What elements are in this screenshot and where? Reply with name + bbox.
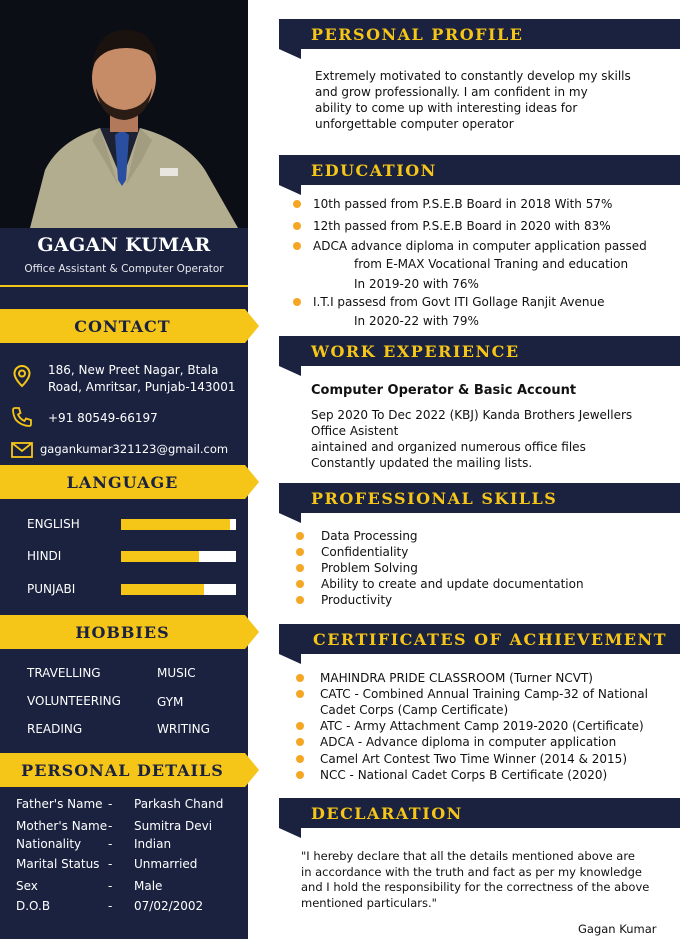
separator: - [108,797,113,811]
candidate-name: GAGAN KUMAR [37,234,211,256]
skill-item: Data Processing [321,529,418,543]
bullet-icon [296,771,304,779]
personal-value: Male [134,879,163,893]
separator: - [108,819,113,833]
personal-value: Indian [134,837,172,851]
declaration-line: and I hold the responsibility for the correctness of the above [301,880,650,894]
education-item: ADCA advance diploma in computer application passed [313,239,647,253]
language-label: ENGLISH [27,517,80,531]
language-label: HINDI [27,549,62,563]
bullet-icon [293,200,301,208]
skills-heading: PROFESSIONAL SKILLS [279,483,680,513]
education-item: I.T.I passesd from Govt ITI Gollage Ranjit Avenue [313,295,605,309]
education-heading: EDUCATION [279,155,680,185]
skill-item: Problem Solving [321,561,418,575]
signature-name: Gagan Kumar [578,922,657,936]
personal-key: D.O.B [16,899,51,913]
certificate-item: MAHINDRA PRIDE CLASSROOM (Turner NCVT) [320,671,593,685]
education-item-cont: In 2020-22 with 79% [354,314,479,328]
language-bar-fill [121,551,199,562]
declaration-heading: DECLARATION [279,798,680,828]
hobby-item: VOLUNTEERING [27,694,121,708]
hobby-item: WRITING [157,722,210,736]
personal-key: Father's Name [16,797,103,811]
bullet-icon [296,738,304,746]
work-line: Constantly updated the mailing lists. [311,456,533,470]
skill-item: Confidentiality [321,545,409,559]
declaration-line: in accordance with the truth and fact as per my knowledge [301,865,642,879]
phone-number[interactable]: +91 80549-66197 [48,411,158,425]
location-pin-icon [10,364,34,388]
declaration-line: "I hereby declare that all the details mentioned above are [301,849,635,863]
separator: - [108,857,113,871]
phone-icon [10,405,34,429]
job-title: Computer Operator & Basic Account [311,383,577,398]
divider [0,285,248,287]
work-line: aintained and organized numerous office files [311,440,586,454]
certificates-heading: CERTIFICATES OF ACHIEVEMENT [279,624,680,654]
bullet-icon [293,298,301,306]
address-line-2: Road, Amritsar, Punjab-143001 [48,380,236,394]
separator: - [108,879,113,893]
personal-key: Marital Status [16,857,100,871]
education-item-cont: from E-MAX Vocational Traning and education [354,257,629,271]
personal-row [16,857,244,871]
profile-line: Extremely motivated to constantly develop my skills [315,69,631,83]
bullet-icon [296,532,304,540]
personal-value: 07/02/2002 [134,899,204,913]
declaration-line: mentioned particulars." [301,896,437,910]
personal-key: Sex [16,879,38,893]
hobby-item: READING [27,722,83,736]
hobby-item: GYM [157,695,184,709]
certificate-item: Camel Art Contest Two Time Winner (2014 & 2015) [320,752,628,766]
personal-key: Mother's Name [16,819,108,833]
bullet-icon [296,564,304,572]
profile-photo [0,0,248,228]
bullet-icon [296,722,304,730]
bullet-icon [296,690,304,698]
personal-value: Parkash Chand [134,797,224,811]
separator: - [108,899,113,913]
personal-row [16,879,244,893]
language-bar-fill [121,584,204,595]
candidate-role: Office Assistant & Computer Operator [24,263,224,275]
certificate-item: ADCA - Advance diploma in computer application [320,735,617,749]
personal-row [16,797,244,811]
work-heading: WORK EXPERIENCE [279,336,680,366]
language-bar-fill [121,519,230,530]
email-icon [10,438,34,462]
bullet-icon [296,596,304,604]
hobby-item: MUSIC [157,666,196,680]
personal-row [16,819,244,833]
personal-row [16,837,244,851]
bullet-icon [293,242,301,250]
skill-item: Ability to create and update documentation [321,577,584,591]
profile-line: and grow professionally. I am confident in my [315,85,588,99]
profile-heading: PERSONAL PROFILE [279,19,680,49]
certificate-item-cont: Cadet Corps (Camp Certificate) [320,703,509,717]
bullet-icon [296,674,304,682]
work-line: Office Asistent [311,424,399,438]
certificate-item: CATC - Combined Annual Training Camp-32 of National [320,687,648,701]
personal-value: Unmarried [134,857,198,871]
separator: - [108,837,113,851]
bullet-icon [296,548,304,556]
language-bar [121,519,236,530]
personal-value: Sumitra Devi [134,819,213,833]
bullet-icon [296,755,304,763]
language-bar [121,584,236,595]
profile-line: unforgettable computer operator [315,117,514,131]
hobby-item: TRAVELLING [27,666,101,680]
bullet-icon [293,222,301,230]
personal-details-heading: PERSONAL DETAILS [0,753,245,787]
personal-key: Nationality [16,837,82,851]
profile-line: ability to come up with interesting ideas for [315,101,578,115]
bullet-icon [296,580,304,588]
address-line-1: 186, New Preet Nagar, Btala [48,363,219,377]
certificate-item: NCC - National Cadet Corps B Certificate (2020) [320,768,608,782]
certificate-item: ATC - Army Attachment Camp 2019-2020 (Certificate) [320,719,644,733]
personal-row [16,899,244,913]
language-bar [121,551,236,562]
language-label: PUNJABI [27,582,76,596]
email-address[interactable]: gagankumar321123@gmail.com [40,442,229,456]
education-item: 12th passed from P.S.E.B Board in 2020 with 83% [313,219,611,233]
language-heading: LANGUAGE [0,465,245,499]
hobbies-heading: HOBBIES [0,615,245,649]
contact-heading: CONTACT [0,309,245,343]
work-line: Sep 2020 To Dec 2022 (KBJ) Kanda Brothers Jewellers [311,408,633,422]
education-item-cont: In 2019-20 with 76% [354,277,479,291]
education-item: 10th passed from P.S.E.B Board in 2018 With 57% [313,197,613,211]
skill-item: Productivity [321,593,393,607]
